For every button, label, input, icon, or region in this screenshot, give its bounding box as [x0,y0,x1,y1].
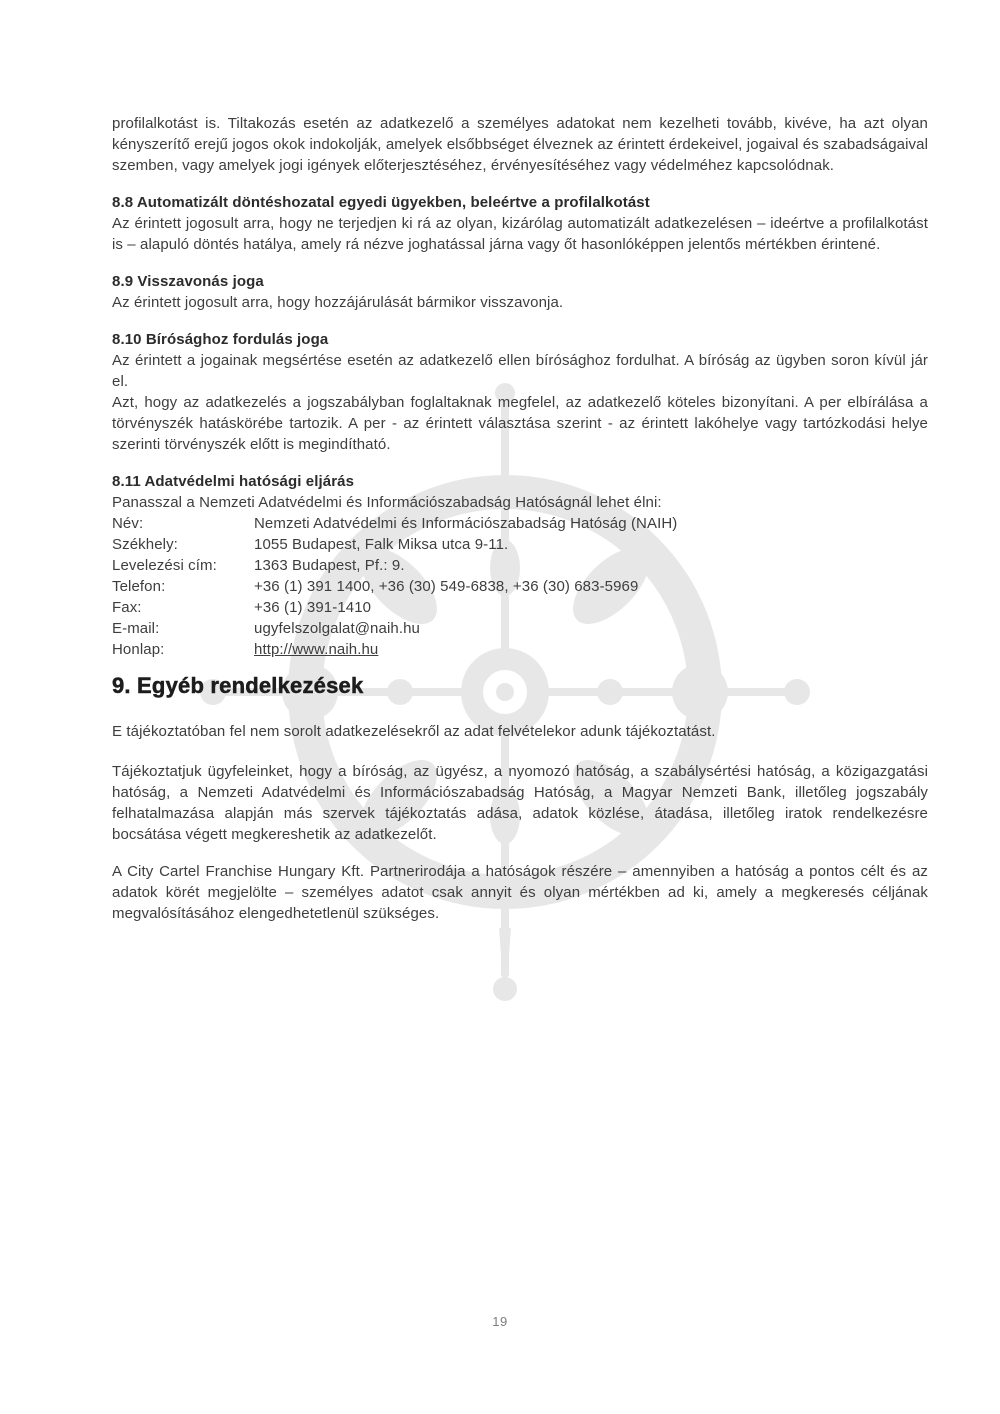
contact-label: Fax: [112,599,142,616]
paragraph-9-body-1: E tájékoztatóban fel nem sorolt adatkezelésekről az adat felvételekor adunk tájékoztatást. [112,723,716,740]
contact-value: 1055 Budapest, Falk Miksa utca 9-11. [254,536,509,553]
document-body [112,113,928,924]
naih-website-link[interactable]: http://www.naih.hu [254,641,379,658]
contact-row-phone [112,576,928,597]
contact-row-fax [112,597,928,618]
contact-value: +36 (1) 391 1400, +36 (30) 549-6838, +36 (30) 683-5969 [254,578,639,595]
contact-row-mailing-address [112,555,928,576]
contact-label: Székhely: [112,536,178,553]
contact-value: +36 (1) 391-1410 [254,599,372,616]
paragraph-8-10-body-1: Az érintett a jogainak megsértése esetén az adatkezelő ellen bírósághoz fordulhat. A bíróság az ügyben soron kívül jár el. [112,352,928,390]
contact-row-name [112,513,928,534]
contact-label: Levelezési cím: [112,557,217,574]
contact-value: 1363 Budapest, Pf.: 9. [254,557,405,574]
heading-9-other-provisions: 9. Egyéb rendelkezések [112,673,364,698]
page-number: 19 [492,1314,508,1329]
contact-label: Honlap: [112,641,165,658]
contact-value: Nemzeti Adatvédelmi és Információszabadság Hatóság (NAIH) [254,515,678,532]
contact-row-address [112,534,928,555]
paragraph-8-10-body-2: Azt, hogy az adatkezelés a jogszabályban foglaltaknak megfelel, az adatkezelő köteles bizonyítani. A per elbírálása a törvényszék hatáskörébe tartozik. A per - az érintett választása szerint - az érintett lakóhelye vagy tartózkodási helye szerinti törvényszék előtt is megindítható. [112,394,928,453]
paragraph-8-9-body: Az érintett jogosult arra, hogy hozzájárulását bármikor visszavonja. [112,294,564,311]
paragraph-8-11-intro: Panasszal a Nemzeti Adatvédelmi és Információszabadság Hatóságnál lehet élni: [112,494,662,511]
heading-8-9-withdrawal-right: 8.9 Visszavonás joga [112,273,264,290]
heading-8-11-authority-procedure: 8.11 Adatvédelmi hatósági eljárás [112,473,355,490]
contact-row-website [112,639,928,660]
contact-label: E-mail: [112,620,160,637]
heading-8-10-court-right: 8.10 Bírósághoz fordulás joga [112,331,329,348]
paragraph-9-body-3: A City Cartel Franchise Hungary Kft. Partnerirodája a hatóságok részére – amennyiben a hatóság a pontos célt és az adatok körét megjelölte – személyes adatot csak annyit és olyan mértékben ad ki, amely a megkeresés céljának megvalósításához elengedhetetlenül szükséges. [112,863,928,922]
contact-value: ugyfelszolgalat@naih.hu [254,620,420,637]
heading-8-8-automated-decision: 8.8 Automatizált döntéshozatal egyedi ügyekben, beleértve a profilalkotást [112,194,650,211]
paragraph-9-body-2: Tájékoztatjuk ügyfeleinket, hogy a bíróság, az ügyész, a nyomozó hatóság, a szabálysértési hatóság, a közigazgatási hatóság, a Nemzeti Adatvédelmi és Információszabadság Hatóság, a Magyar Nemzeti Bank, illetőleg jogszabály felhatalmazása alapján más szervek tájékoztatás adása, adatok közlése, átadása, illetőleg iratok rendelkezésre bocsátása végett megkereshetik az adatkezelőt. [112,763,928,843]
paragraph-8-8-body: Az érintett jogosult arra, hogy ne terjedjen ki rá az olyan, kizárólag automatizált adatkezelésen – ideértve a profilalkotást is – alapuló döntés hatálya, amely rá nézve joghatással járna vagy őt hasonlóképpen jelentős mértékben érintené. [112,215,928,253]
contact-label: Telefon: [112,578,166,595]
contact-row-email [112,618,928,639]
paragraph-objection-continuation: profilalkotást is. Tiltakozás esetén az adatkezelő a személyes adatokat nem kezelheti tovább, kivéve, ha azt olyan kényszerítő erejű jogos okok indokolják, amelyek elsőbbséget élveznek az érintett érdekeivel, jogaival és szabadságaival szemben, vagy amelyek jogi igények előterjesztéséhez, érvényesítéséhez vagy védelméhez kapcsolódnak. [112,115,928,174]
contact-label: Név: [112,515,144,532]
authority-contact-list [112,513,928,660]
